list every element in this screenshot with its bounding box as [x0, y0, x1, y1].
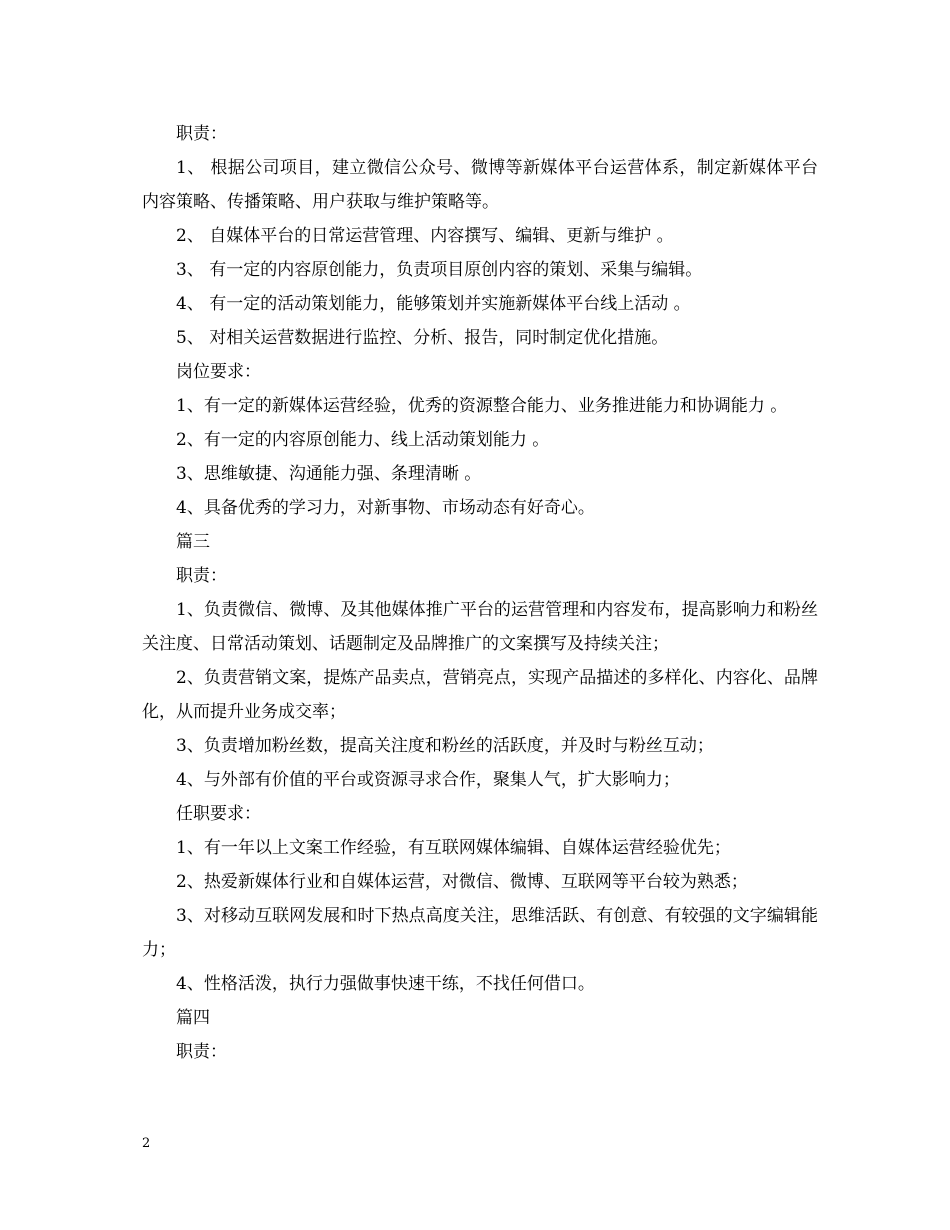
paragraph: 3、对移动互联网发展和时下热点高度关注，思维活跃、有创意、有较强的文字编辑能力；: [142, 906, 818, 960]
section-heading: 岗位要求：: [176, 362, 261, 382]
section-heading: 任职要求：: [176, 804, 261, 824]
paragraph: 4、与外部有价值的平台或资源寻求合作，聚集人气，扩大影响力；: [176, 770, 680, 790]
paragraph: 5、 对相关运营数据进行监控、分析、报告，同时制定优化措施。: [176, 328, 669, 348]
paragraph: 3、 有一定的内容原创能力，负责项目原创内容的策划、采集与编辑。: [176, 260, 703, 280]
paragraph: 2、有一定的内容原创能力、线上活动策划能力 。: [176, 430, 550, 450]
paragraph: 3、思维敏捷、沟通能力强、条理清晰 。: [176, 464, 482, 484]
paragraph: 1、负责微信、微博、及其他媒体推广平台的运营管理和内容发布，提高影响力和粉丝关注度、日常活动策划、话题制定及品牌推广的文案撰写及持续关注；: [142, 600, 818, 654]
document-body: [142, 117, 818, 1069]
page-number: 2: [142, 1136, 151, 1151]
paragraph: 1、有一年以上文案工作经验，有互联网媒体编辑、自媒体运营经验优先；: [176, 838, 731, 858]
paragraph: 职责：: [176, 124, 227, 144]
paragraph: 3、负责增加粉丝数，提高关注度和粉丝的活跃度，并及时与粉丝互动；: [176, 736, 714, 756]
paragraph: 1、有一定的新媒体运营经验，优秀的资源整合能力、业务推进能力和协调能力 。: [176, 396, 788, 416]
section-heading: 篇三: [176, 532, 210, 552]
paragraph: 4、性格活泼，执行力强做事快速干练，不找任何借口。: [176, 974, 595, 994]
paragraph: 4、 有一定的活动策划能力，能够策划并实施新媒体平台线上活动 。: [176, 294, 691, 314]
paragraph: 2、负责营销文案，提炼产品卖点，营销亮点，实现产品描述的多样化、内容化、品牌化，从而提升业务成交率；: [142, 668, 818, 722]
paragraph: 2、 自媒体平台的日常运营管理、内容撰写、编辑、更新与维护 。: [176, 226, 674, 246]
section-heading: 职责：: [176, 1042, 227, 1062]
paragraph: 4、具备优秀的学习力，对新事物、市场动态有好奇心。: [176, 498, 595, 518]
paragraph: 2、热爱新媒体行业和自媒体运营，对微信、微博、互联网等平台较为熟悉；: [176, 872, 748, 892]
section-heading: 职责：: [176, 566, 227, 586]
section-heading: 篇四: [176, 1008, 210, 1028]
paragraph: 1、 根据公司项目，建立微信公众号、微博等新媒体平台运营体系，制定新媒体平台内容策略、传播策略、用户获取与维护策略等。: [142, 158, 818, 212]
